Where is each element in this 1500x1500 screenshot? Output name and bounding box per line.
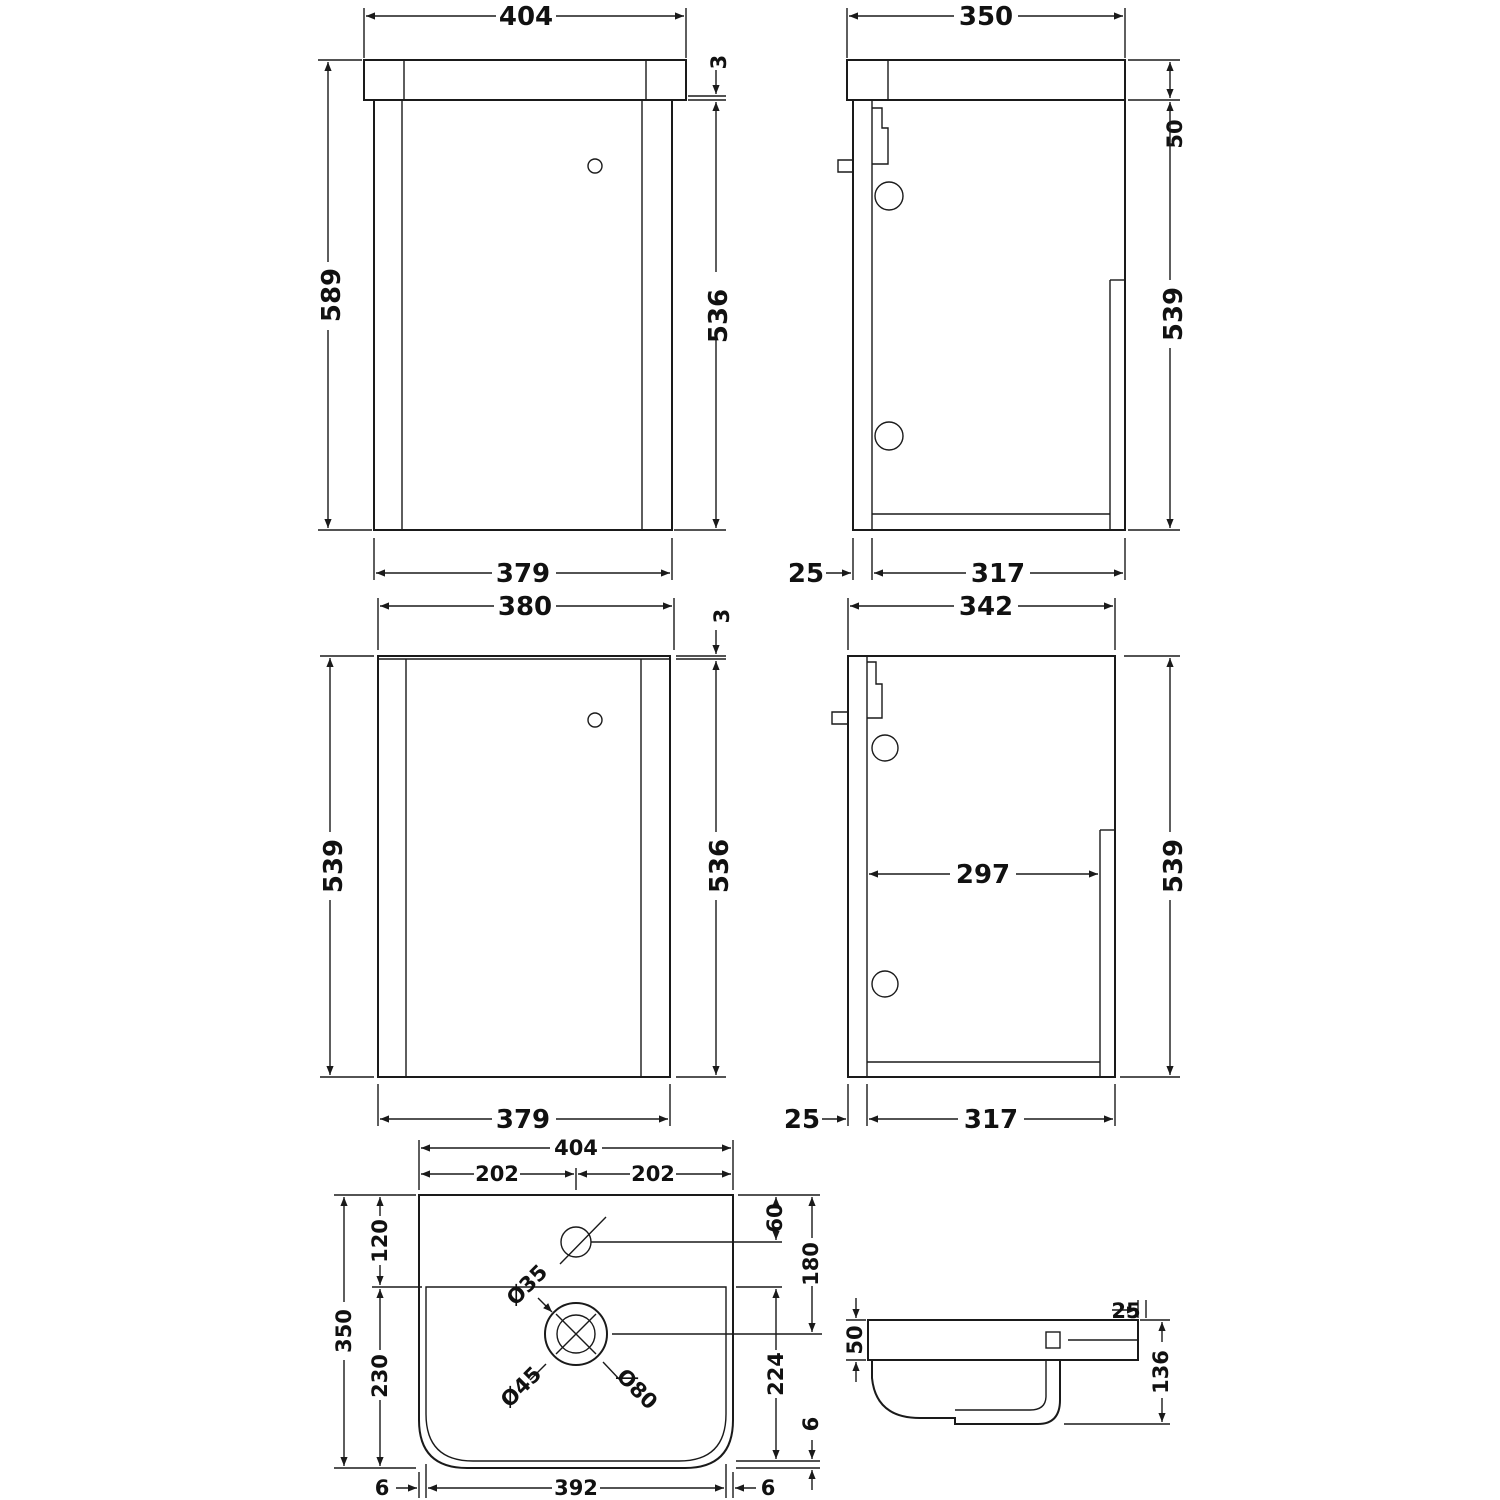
dim-front-cabinet-height: 536 [704, 288, 734, 344]
dim-section-total-height: 136 [1149, 1350, 1173, 1394]
front-view-cabinet-only [319, 592, 735, 1135]
dim-cabinet-top-lip: 3 [710, 608, 734, 624]
dim-rim-left: 6 [374, 1476, 390, 1500]
dim-waste-offset: 180 [799, 1242, 823, 1286]
dim-tap-hole-dia: Ø35 [501, 1259, 553, 1311]
dim-side-inner-depth: 297 [955, 860, 1011, 890]
dim-side-cabinet-depth: 317 [970, 559, 1026, 589]
dim-side-cabinet-height: 539 [1159, 286, 1189, 342]
dim-rim-right: 6 [760, 1476, 776, 1500]
dim-section-rim-height: 50 [843, 1325, 867, 1355]
basin-plan-view [332, 1136, 823, 1500]
dim-rim-bottom: 6 [799, 1416, 823, 1432]
dim-basin-width: 404 [554, 1136, 598, 1160]
dim-waste-outer-dia: Ø80 [611, 1363, 663, 1415]
dim-front-top-lip: 3 [707, 54, 731, 70]
dim-cabinet-top-width: 380 [497, 592, 553, 622]
dim-basin-depth: 350 [332, 1309, 356, 1353]
front-view-with-basin [317, 2, 734, 589]
dim-side-back-offset: 25 [787, 559, 825, 589]
dim-section-overflow-width: 25 [1111, 1299, 1141, 1323]
dim-cabinet-overall-height: 539 [319, 838, 349, 894]
basin-section-view [843, 1298, 1173, 1424]
dim-bowl-depth: 230 [368, 1354, 392, 1398]
dim-basin-half-right: 202 [631, 1162, 675, 1186]
dim-side-depth: 350 [958, 2, 1014, 32]
dim-side-cabinet-only-back-offset: 25 [783, 1105, 821, 1135]
dim-side-basin-height: 50 [1163, 119, 1187, 149]
dim-side-cabinet-only-height: 539 [1159, 838, 1189, 894]
dim-cabinet-height: 536 [705, 838, 735, 894]
side-view-with-basin [788, 2, 1189, 589]
dim-front-top-width: 404 [498, 2, 554, 32]
dim-bowl-inner-depth: 224 [764, 1352, 788, 1396]
dim-waste-dia: Ø45 [495, 1361, 547, 1413]
dim-front-overall-height: 589 [317, 267, 347, 323]
dim-basin-half-left: 202 [475, 1162, 519, 1186]
dim-side-cabinet-depth-top: 342 [958, 592, 1014, 622]
dim-front-bottom-width: 379 [495, 559, 551, 589]
dim-inner-width: 392 [554, 1476, 598, 1500]
dim-side-cabinet-only-depth: 317 [963, 1105, 1019, 1135]
dim-cabinet-bottom-width: 379 [495, 1105, 551, 1135]
dim-tap-area: 120 [368, 1219, 392, 1263]
dim-tap-offset: 60 [763, 1203, 787, 1233]
side-view-cabinet-only [784, 592, 1189, 1135]
